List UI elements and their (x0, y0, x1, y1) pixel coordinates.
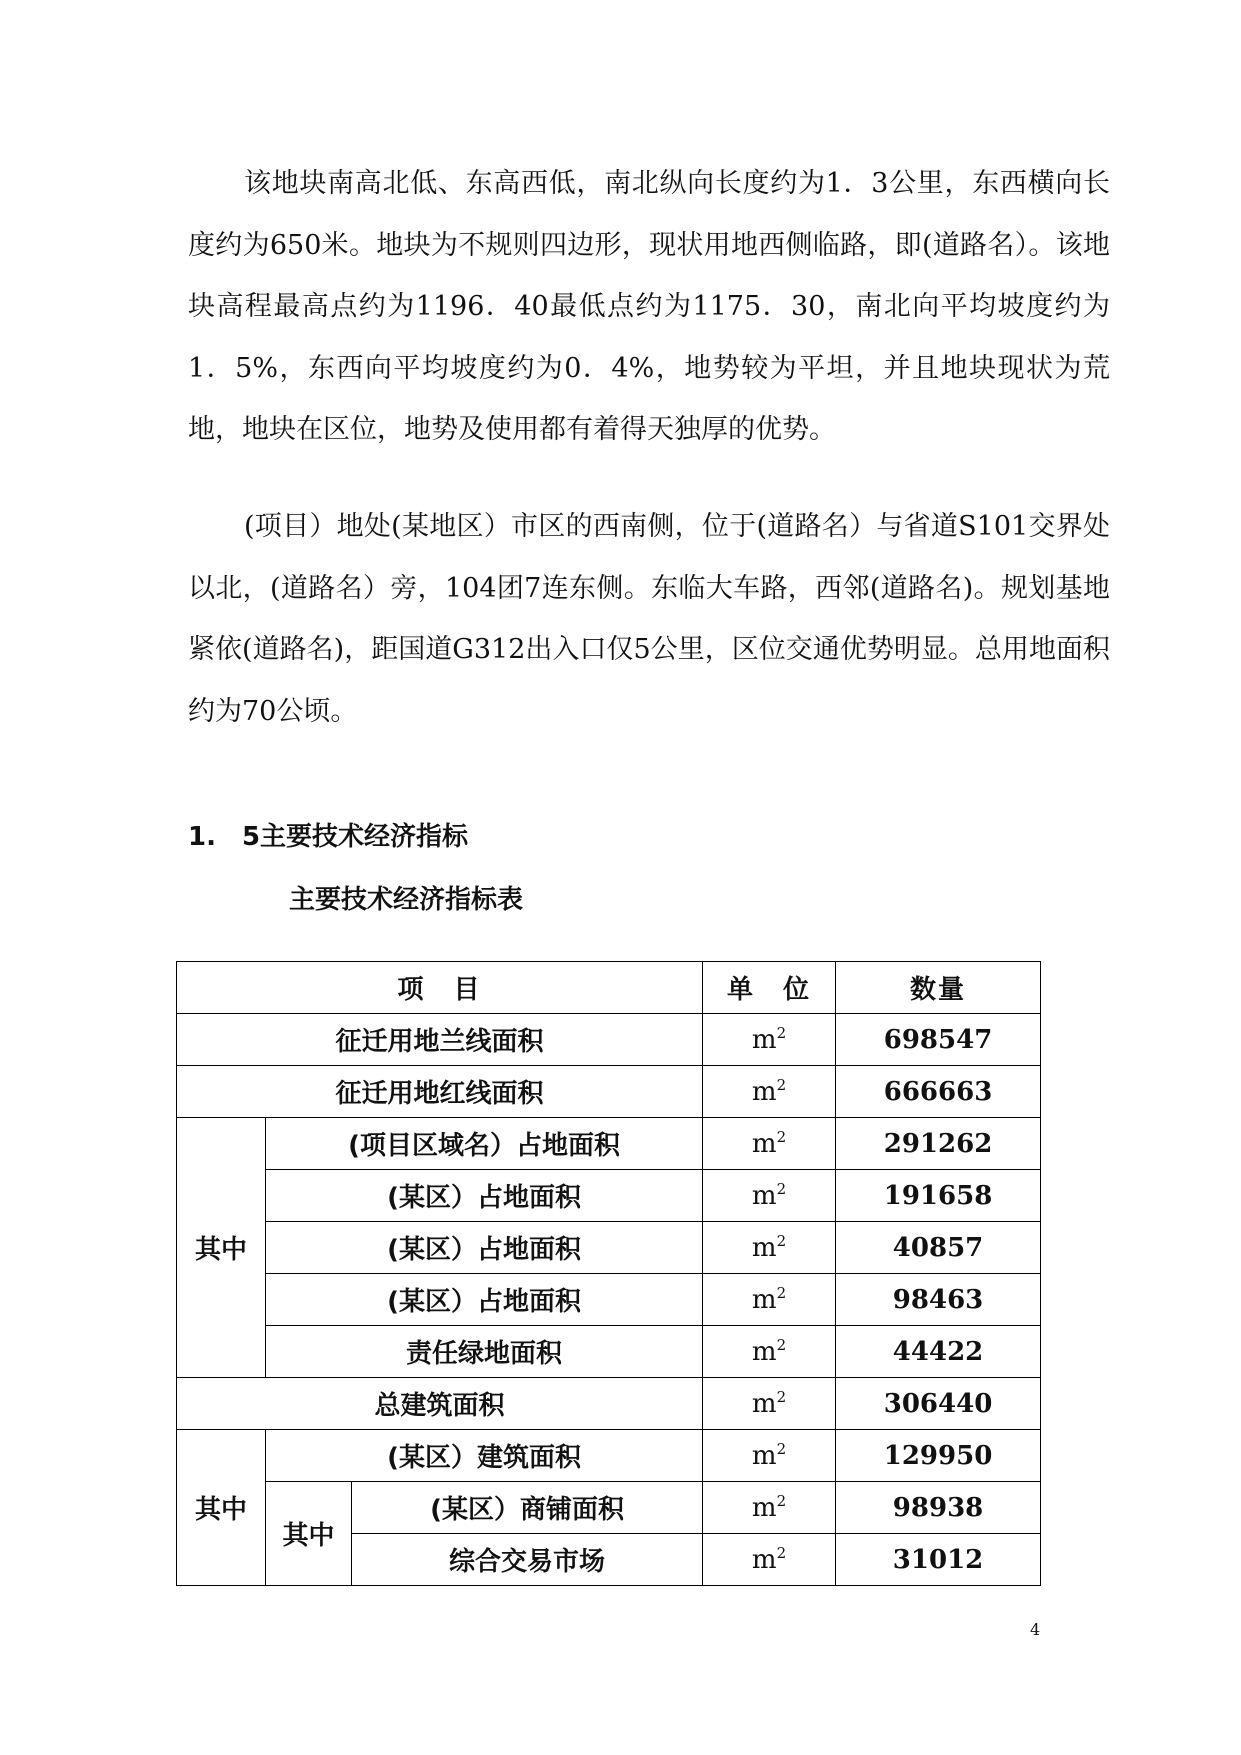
body-paragraph: (项目）地处(某地区）市区的西南侧，位于(道路名）与省道S101交界处以北，(道路名）旁，104团7连东侧。东临大车路，西邻(道路名)。规划基地紧依(道路名)，距国道G312出入口仅5公里，区位交通优势明显。总用地面积约为70公顷。 (188, 511, 1110, 727)
row-label: 责任绿地面积 (266, 1326, 703, 1378)
table-row (177, 1326, 1041, 1378)
unit-cell: $m^2$ (703, 1482, 836, 1534)
value-cell: 666663 (836, 1066, 1041, 1118)
row-label: (某区）建筑面积 (266, 1430, 703, 1482)
unit-cell: $m^2$ (703, 1378, 836, 1430)
row-label: 总建筑面积 (177, 1378, 703, 1430)
row-label: (某区）占地面积 (266, 1222, 703, 1274)
unit-cell: $m^2$ (703, 1170, 836, 1222)
table-row (177, 1222, 1041, 1274)
value-cell: 291262 (836, 1118, 1041, 1170)
value-cell: 40857 (836, 1222, 1041, 1274)
value-cell: 98463 (836, 1274, 1041, 1326)
row-label: (某区）商铺面积 (352, 1482, 703, 1534)
unit-cell: $m^2$ (703, 1534, 836, 1586)
table-row (177, 1430, 1041, 1482)
unit-cell: $m^2$ (703, 1274, 836, 1326)
table-title: 主要技术经济指标表 (289, 885, 524, 915)
unit-cell: $m^2$ (703, 1118, 836, 1170)
header-quantity: 数量 (836, 962, 1041, 1014)
table-row (177, 1014, 1041, 1066)
unit-cell: $m^2$ (703, 1430, 836, 1482)
page-number: 4 (1030, 1620, 1041, 1639)
group-label: 其中 (177, 1118, 266, 1378)
header-item: 项 目 (177, 962, 703, 1014)
row-label: 征迁用地兰线面积 (177, 1014, 703, 1066)
row-label: (项目区域名）占地面积 (266, 1118, 703, 1170)
unit-cell: $m^2$ (703, 1326, 836, 1378)
header-unit: 单 位 (703, 962, 836, 1014)
unit-cell: $m^2$ (703, 1014, 836, 1066)
value-cell: 306440 (836, 1378, 1041, 1430)
row-label: (某区）占地面积 (266, 1170, 703, 1222)
row-label: 综合交易市场 (352, 1534, 703, 1586)
unit-cell: $m^2$ (703, 1222, 836, 1274)
value-cell: 129950 (836, 1430, 1041, 1482)
value-cell: 44422 (836, 1326, 1041, 1378)
value-cell: 31012 (836, 1534, 1041, 1586)
row-label: 征迁用地红线面积 (177, 1066, 703, 1118)
body-paragraph: 该地块南高北低、东高西低，南北纵向长度约为1．3公里，东西横向长度约为650米。地块为不规则四边形，现状用地西侧临路，即(道路名）。该地块高程最高点约为1196．40最低点约为1175．30，南北向平均坡度约为1．5%，东西向平均坡度约为0．4%，地势较为平坦，并且地块现状为荒地，地块在区位，地势及使用都有着得天独厚的优势。 (188, 168, 1110, 445)
unit-cell: $m^2$ (703, 1066, 836, 1118)
table-row (177, 1378, 1041, 1430)
row-label: (某区）占地面积 (266, 1274, 703, 1326)
section-heading: 1. 5主要技术经济指标 (188, 822, 469, 852)
table-header-row (177, 962, 1041, 1014)
group-label: 其中 (177, 1430, 266, 1586)
table-row (177, 1170, 1041, 1222)
table-row (177, 1118, 1041, 1170)
table-row (177, 1482, 1041, 1534)
tech-econ-table (176, 961, 1041, 1586)
subgroup-label: 其中 (266, 1482, 352, 1586)
table-row (177, 1066, 1041, 1118)
table-row (177, 1274, 1041, 1326)
value-cell: 98938 (836, 1482, 1041, 1534)
value-cell: 191658 (836, 1170, 1041, 1222)
value-cell: 698547 (836, 1014, 1041, 1066)
